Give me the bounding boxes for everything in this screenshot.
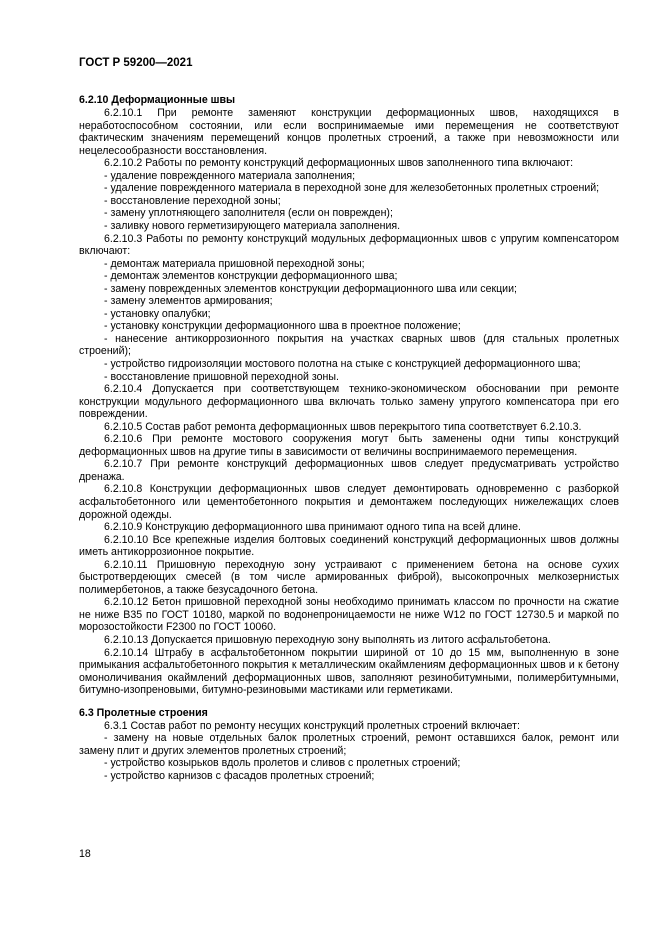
list-item: - замену уплотняющего заполнителя (если он поврежден); <box>104 207 393 220</box>
paragraph: 6.2.10.10 Все крепежные изделия болтовых соединений конструкций деформационных швов должны иметь антикоррозионное покрытие. <box>79 533 619 559</box>
paragraph: 6.2.10.3 Работы по ремонту конструкций модульных деформационных швов с упругим компенсатором включают: <box>79 232 619 258</box>
list-item: - нанесение антикоррозионного покрытия на участках сварных швов (для стальных пролетных строений); <box>79 332 619 358</box>
list-item: - установку конструкции деформационного шва в проектное положение; <box>104 320 461 333</box>
list-item: - удаление поврежденного материала в переходной зоне для железобетонных пролетных строений; <box>104 182 600 195</box>
list-item: - устройство козырьков вдоль пролетов и сливов с пролетных строений; <box>104 757 461 770</box>
paragraph: 6.2.10.2 Работы по ремонту конструкций деформационных швов заполненного типа включают: <box>104 157 574 170</box>
list-item: - замену на новые отдельных балок пролетных строений, ремонт оставшихся балок, ремонт или замену плит и других элементов пролетных строений; <box>79 732 619 757</box>
list-item: - демонтаж материала пришовной переходной зоны; <box>104 257 365 270</box>
paragraph: 6.2.10.7 При ремонте конструкций деформационных швов следует предусматривать устройство дренажа. <box>79 458 619 483</box>
paragraph: 6.2.10.6 При ремонте мостового сооружения могут быть заменены одни типы конструкций деформационных швов на другие типы в зависимости от величины воспринимаемого перемещения. <box>79 433 619 458</box>
standard-header: ГОСТ Р 59200—2021 <box>79 57 193 69</box>
paragraph: 6.2.10.4 Допускается при соответствующем технико-экономическом обосновании при ремонте конструкции модульного деформационного шва включать только замену упругого компенсатора при его повреждении. <box>79 383 619 421</box>
list-item: - заливку нового герметизирующего материала заполнения. <box>104 219 401 232</box>
list-item: - удаление поврежденного материала заполнения; <box>104 169 356 182</box>
list-item: - устройство карнизов с фасадов пролетных строений; <box>104 769 375 782</box>
paragraph: 6.2.10.12 Бетон пришовной переходной зоны необходимо принимать классом по прочности на сжатие не ниже В35 по ГОСТ 10180, маркой по водонепроницаемости не ниже W12 по ГОСТ 12730.5 и маркой по морозостойкости F2300 по ГОСТ 10060. <box>79 596 619 634</box>
page-number: 18 <box>79 848 91 860</box>
section-heading: 6.3 Пролетные строения <box>79 706 208 719</box>
paragraph: 6.2.10.14 Штрабу в асфальтобетонном покрытии шириной от 10 до 15 мм, выполненную в зоне примыкания асфальтобетонного покрытия к металлическим окаймлениям деформационных швов и к бетону омоноличивания окаймлений деформационных швов, заполняют резинобитумными, полимербитумными, битумно-изопреновыми, битумно-резиновыми мастиками или герметиками. <box>79 646 619 697</box>
list-item: - устройство гидроизоляции мостового полотна на стыке с конструкцией деформационного шва; <box>104 357 581 370</box>
paragraph: 6.2.10.9 Конструкцию деформационного шва принимают одного типа на всей длине. <box>104 521 521 534</box>
paragraph: 6.2.10.13 Допускается пришовную переходную зону выполнять из литого асфальтобетона. <box>104 634 551 647</box>
paragraph: 6.3.1 Состав работ по ремонту несущих конструкций пролетных строений включает: <box>104 719 520 732</box>
paragraph: 6.2.10.11 Пришовную переходную зону устраивают с применением бетона на основе сухих быстротвердеющих смесей (в том числе армированных фиброй), высокопрочных мелкозернистых полимербетонов, а также безусадочного бетона. <box>79 558 619 596</box>
list-item: - демонтаж элементов конструкции деформационного шва; <box>104 270 398 283</box>
list-item: - замену поврежденных элементов конструкции деформационного шва или секции; <box>104 282 517 295</box>
page-body <box>79 94 619 783</box>
paragraph: 6.2.10.8 Конструкции деформационных швов следует демонтировать одновременно с разборкой асфальтобетонного или цементобетонного покрытия и демонтажем последующих нижележащих слоев дорожной одежды. <box>79 483 619 521</box>
list-item: - восстановление переходной зоны; <box>104 194 281 207</box>
list-item: - установку опалубки; <box>104 307 211 320</box>
paragraph: 6.2.10.1 При ремонте заменяют конструкции деформационных швов, находящихся в неработоспособном состоянии, или если воспринимаемые ими перемещения не соответствуют фактическим значениям перемещений концов пролетных строений, а также при невозможности или нецелесообразности восстановления. <box>79 107 619 157</box>
list-item: - замену элементов армирования; <box>104 295 273 308</box>
paragraph: 6.2.10.5 Состав работ ремонта деформационных швов перекрытого типа соответствует 6.2.10.3. <box>104 420 582 433</box>
list-item: - восстановление пришовной переходной зоны. <box>104 370 339 383</box>
section-heading: 6.2.10 Деформационные швы <box>79 94 236 106</box>
